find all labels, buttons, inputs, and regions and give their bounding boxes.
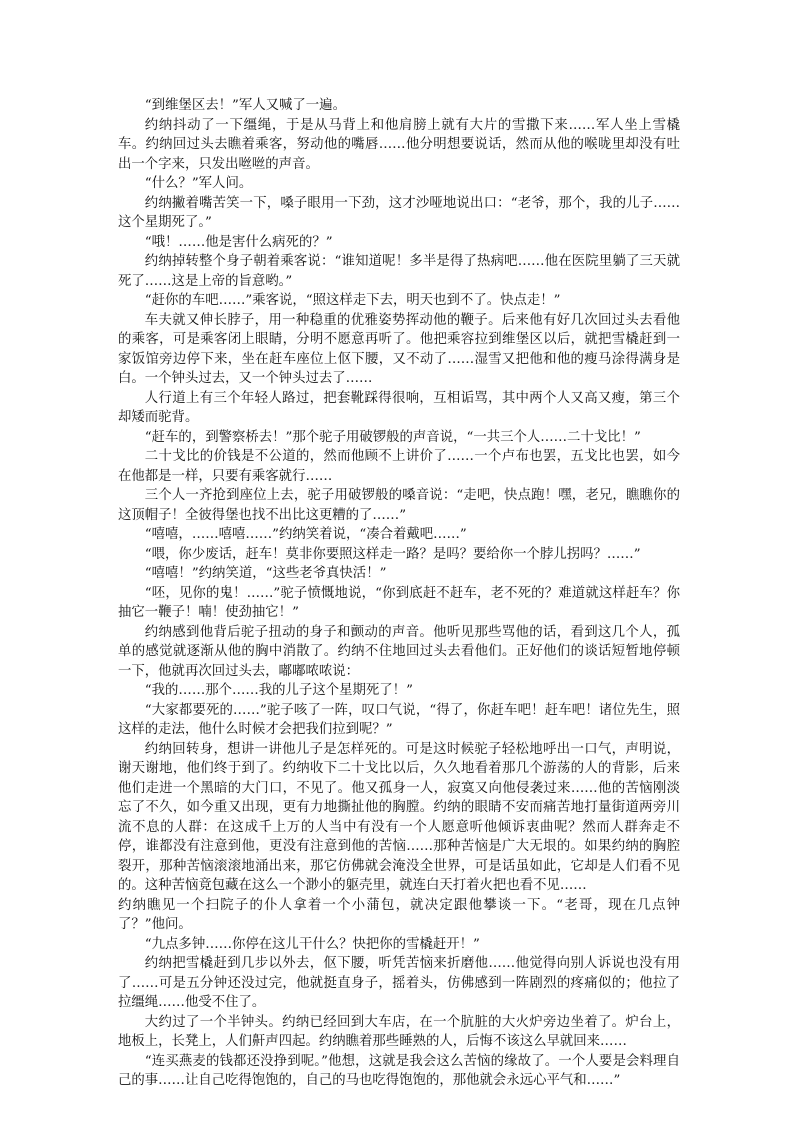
document-page — [118, 96, 680, 1091]
paragraph: “到维堡区去！”军人又喊了一遍。 — [144, 98, 346, 113]
paragraph: 大约过了一个半钟头。约纳已经回到大车店，在一个肮脏的大火炉旁边坐着了。炉台上，地板上，长凳上，人们鼾声四起。约纳瞧着那些睡熟的人，后悔不该这么早就回来…… — [118, 1014, 680, 1049]
paragraph: “我的……那个……我的儿子这个星期死了！” — [144, 683, 413, 698]
paragraph: 车夫就又伸长脖子，用一种稳重的优雅姿势挥动他的鞭子。后来他有好几次回过头去看他的乘客，可是乘客闭上眼睛，分明不愿意再听了。他把乘容拉到维堡区以后，就把雪橇赶到一家饭馆旁边停下来，坐在赶车座位上伛下腰，又不动了……湿雪又把他和他的瘦马涂得满身是白。一个钟头过去，又一个钟头过去了…… — [118, 312, 680, 386]
paragraph: “呸，见你的鬼！……”驼子愤慨地说，“你到底赶不赶车，老不死的？难道就这样赶车？你抽它一鞭子！喃！使劲抽它！” — [118, 585, 680, 620]
paragraph: “连买燕麦的钱都还没挣到呢。”他想，这就是我会这么苦恼的缘故了。一个人要是会料理自己的事……让自己吃得饱饱的，自己的马也吃得饱饱的，那他就会永远心平气和……” — [118, 1053, 680, 1088]
paragraph: 人行道上有三个年轻人路过，把套靴踩得很响，互相诟骂，其中两个人又高又瘦，第三个却矮而驼背。 — [118, 390, 680, 425]
paragraph: 约纳感到他背后驼子扭动的身子和颤动的声音。他听见那些骂他的话，看到这几个人，孤单的感觉就逐渐从他的胸中消散了。约纳不住地回过头去看他们。正好他们的谈话短暂地停顿一下，他就再次回过头去，嘟嘟哝哝说： — [118, 624, 680, 679]
paragraph: “大家都要死的……”驼子咳了一阵，叹口气说，“得了，你赶车吧！赶车吧！诸位先生，照这样的走法，他什么时候才会把我们拉到呢？” — [118, 702, 680, 737]
paragraph: “喂，你少废话，赶车！莫非你要照这样走一路？是吗？要给你一个脖儿拐吗？……” — [144, 546, 641, 562]
paragraph: “九点多钟……你停在这儿干什么？快把你的雪橇赶开！” — [144, 936, 480, 952]
paragraph: “哦！……他是害什么病死的？” — [144, 234, 333, 250]
paragraph: “赶车的，到警察桥去！”那个驼子用破锣般的声音说，“一共三个人……二十戈比！” — [144, 429, 641, 445]
paragraph: “赶你的车吧……”乘客说，“照这样走下去，明天也到不了。快点走！” — [144, 293, 561, 308]
paragraph: 约纳抖动了一下缰绳，于是从马背上和他肩膀上就有大片的雪撒下来……军人坐上雪橇车。约纳回过头去瞧着乘客，努动他的嘴唇……他分明想要说话，然而从他的喉咙里却没有吐出一个字来，只发出咝咝的声音。 — [118, 117, 680, 172]
paragraph: 约纳掉转整个身子朝着乘客说：“谁知道呢！多半是得了热病吧……他在医院里躺了三天就死了……这是上帝的旨意哟。” — [118, 254, 680, 289]
paragraph: 约纳瞧见一个扫院子的仆人拿着一个小蒲包，就决定跟他攀谈一下。“老哥，现在几点钟了？”他问。 — [118, 897, 680, 932]
paragraph: “什么？”军人问。 — [144, 176, 253, 191]
paragraph: “嘻嘻，……嘻嘻……”约纳笑着说，“凑合着戴吧……” — [144, 527, 467, 542]
paragraph: 约纳回转身，想讲一讲他儿子是怎样死的。可是这时候驼子轻松地呼出一口气，声明说，谢天谢地，他们终于到了。约纳收下二十戈比以后，久久地看着那几个游荡的人的背影，后来他们走进一个黑暗的大门口，不见了。他又孤身一人，寂寞又向他侵袭过来……他的苦恼刚淡忘了不久，如今重又出现，更有力地撕扯他的胸膛。约纳的眼睛不安而痛苦地打量街道两旁川流不息的人群：在这成千上万的人当中有没有一个人愿意听他倾诉衷曲呢？然而人群奔走不停，谁都没有注意到他，更没有注意到他的苦恼……那种苦恼是广大无垠的。如果约纳的胸腔裂开，那种苦恼滚滚地涌出来，那它仿佛就会淹没全世界，可是话虽如此，它却是人们看不见的。这种苦恼竟包藏在这么一个渺小的躯壳里，就连白天打着火把也看不见…… — [118, 741, 680, 893]
paragraph: 约纳撇着嘴苦笑一下，嗓子眼用一下劲，这才沙哑地说出口：“老爷，那个，我的儿子……这个星期死了。” — [118, 195, 680, 230]
paragraph: 二十戈比的价钱是不公道的，然而他顾不上讲价了……一个卢布也罢，五戈比也罢，如今在他都是一样，只要有乘客就行…… — [118, 449, 680, 484]
paragraph: “嘻嘻！”约纳笑道，“这些老爷真快活！” — [144, 566, 387, 581]
paragraph: 约纳把雪橇赶到几步以外去，伛下腰，听凭苦恼来折磨他……他觉得向别人诉说也没有用了……可是五分钟还没过完，他就挺直身子，摇着头，仿佛感到一阵剧烈的疼痛似的；他拉了拉缰绳……他受不住了。 — [118, 956, 680, 1010]
paragraph: 三个人一齐抢到座位上去，驼子用破锣般的嗓音说：“走吧，快点跑！嘿，老兄，瞧瞧你的这顶帽子！全彼得堡也找不出比这更糟的了……” — [118, 488, 680, 523]
